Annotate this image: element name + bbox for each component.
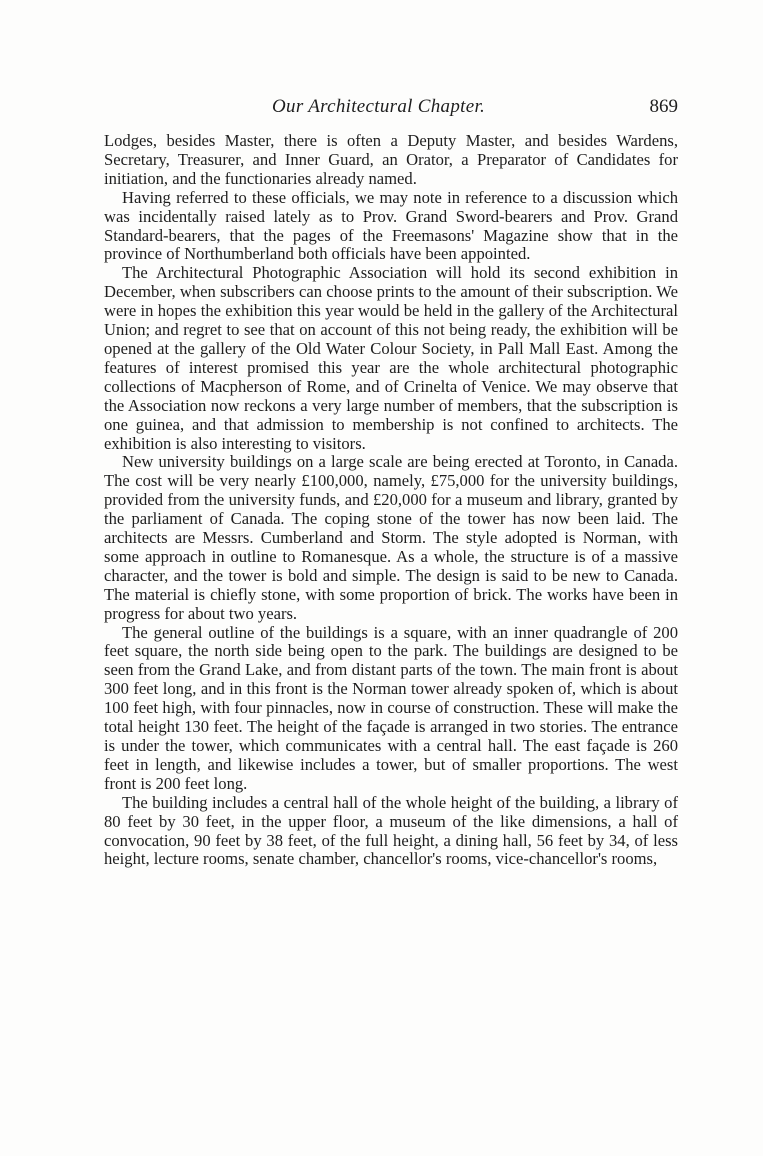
paragraph-sword-bearers: Having referred to these officials, we may note in reference to a discussion which was incidentally raised lately as to Prov. Grand Sword-bearers and Prov. Grand Standard-bearers, that the pages of the Freemasons' Magazine show that in the province of Northumberland both officials have been appointed. — [104, 187, 678, 264]
paragraph-toronto-university: New university buildings on a large scale are being erected at Toronto, in Canada. The cost will be very nearly £100,000, namely, £75,000 for the university buildings, provided from the university funds, and £20,000 for a museum and library, granted by the parliament of Canada. The coping stone of the tower has now been laid. The architects are Messrs. Cumberland and Storm. The style adopted is Norman, with some approach in outline to Romanesque. As a whole, the structure is of a massive character, and the tower is bold and simple. The design is said to be new to Canada. The material is chiefly stone, with some proportion of brick. The works have been in progress for about two years. — [104, 452, 678, 623]
paragraph-photographic-association: The Architectural Photographic Association will hold its second exhibition in December, when subscribers can choose prints to the amount of their subscription. We were in hopes the exhibition this year would be held in the gallery of the Architectural Union; and regret to see that on account of this not being ready, the exhibition will be opened at the gallery of the Old Water Colour Society, in Pall Mall East. Among the features of interest promised this year are the whole architectural photographic collections of Macpherson of Rome, and of Crinelta of Venice. We may observe that the Association now reckons a very large number of members, that the subscription is one guinea, and that admission to membership is not confined to architects. The exhibition is also interesting to visitors. — [104, 263, 678, 453]
body-text — [104, 132, 678, 869]
page-header — [104, 96, 678, 120]
paragraph-buildings-outline: The general outline of the buildings is a square, with an inner quadrangle of 200 feet square, the north side being open to the park. The buildings are designed to be seen from the Grand Lake, and from distant parts of the town. The main front is about 300 feet long, and in this front is the Norman tower already spoken of, which is about 100 feet high, with four pinnacles, now in course of construction. These will make the total height 130 feet. The height of the façade is arranged in two stories. The entrance is under the tower, which communicates with a central hall. The east façade is 260 feet in length, and likewise includes a tower, but of smaller proportions. The west front is 200 feet long. — [104, 622, 678, 793]
page-number: 869 — [649, 96, 678, 117]
paragraph-building-rooms: The building includes a central hall of the whole height of the building, a library of 80 feet by 30 feet, in the upper floor, a museum of the like dimensions, a hall of convocation, 90 feet by 38 feet, of the full height, a dining hall, 56 feet by 34, of less height, lecture rooms, senate chamber, chancellor's rooms, vice-chancellor's rooms, — [104, 792, 678, 869]
paragraph-lodges-officers: Lodges, besides Master, there is often a Deputy Master, and besides Wardens, Secretary, Treasurer, and Inner Guard, an Orator, a Preparator of Candidates for initiation, and the functionaries already named. — [104, 131, 678, 188]
running-title: Our Architectural Chapter. — [272, 96, 486, 117]
